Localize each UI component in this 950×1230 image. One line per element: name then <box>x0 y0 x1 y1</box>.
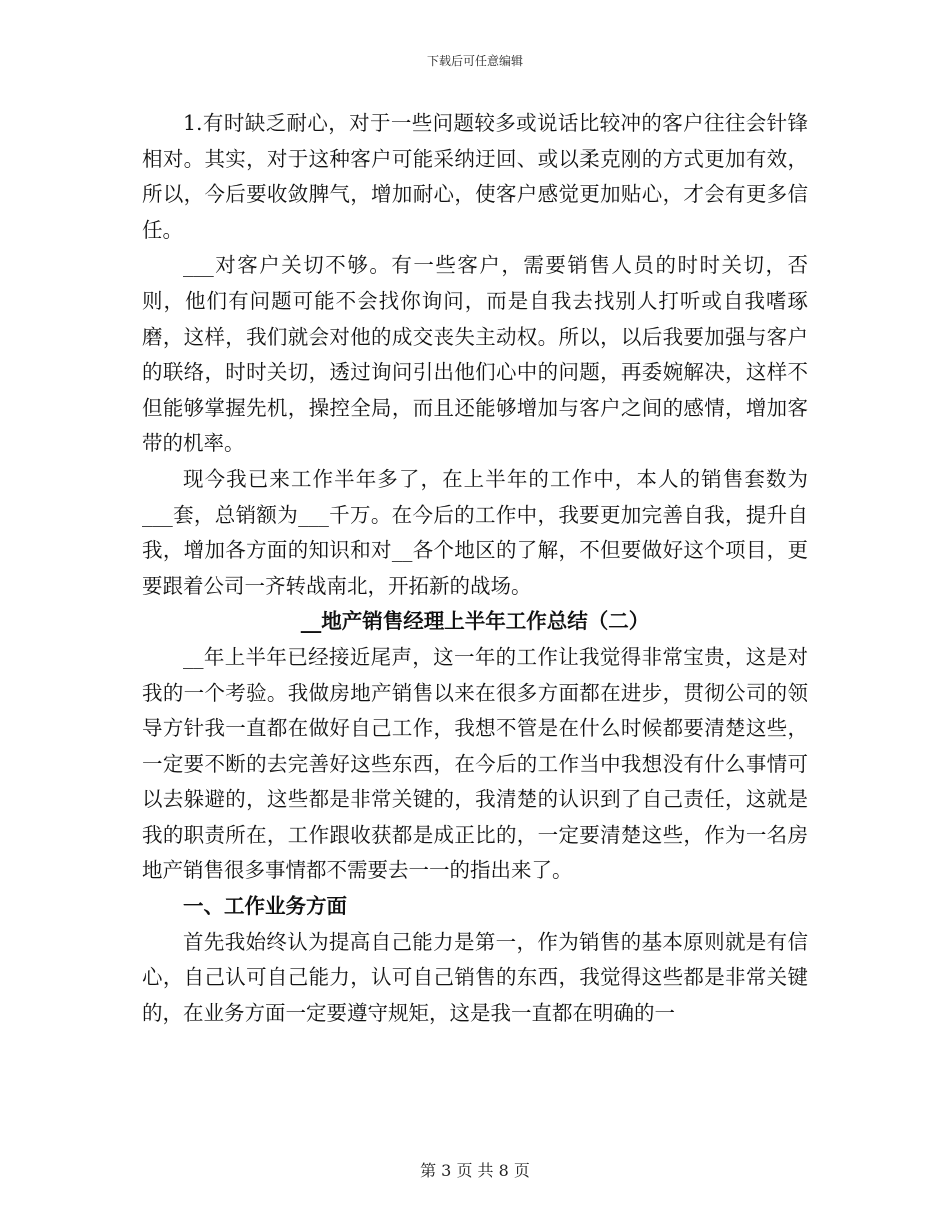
paragraph-4: __年上半年已经接近尾声，这一年的工作让我觉得非常宝贵，这是对我的一个考验。我做房地产销售以来在很多方面都在进步，贯彻公司的领导方针我一直都在做好自己工作，我想不管是在什么时候都要清楚这些，一定要不断的去完善好这些东西，在今后的工作当中我想没有什么事情可以去躲避的，这些都是非常关键的，我清楚的认识到了自己责任，这就是我的职责所在，工作跟收获都是成正比的，一定要清楚这些，作为一名房地产销售很多事情都不需要去一一的指出来了。 <box>142 644 808 883</box>
document-body <box>142 106 808 1031</box>
subsection-heading: 一、工作业务方面 <box>183 894 347 919</box>
paragraph-3: 现今我已来工作半年多了，在上半年的工作中，本人的销售套数为___套，总销额为___千万。在今后的工作中，我要更加完善自我，提升自我，增加各方面的知识和对__各个地区的了解，不但要做好这个项目，更要跟着公司一齐转战南北，开拓新的战场。 <box>142 466 808 598</box>
paragraph-2: ___对客户关切不够。有一些客户，需要销售人员的时时关切，否则，他们有问题可能不会找你询问，而是自我去找别人打听或自我嗜琢磨，这样，我们就会对他的成交丧失主动权。所以，以后我要加强与客户的联络，时时关切，透过询问引出他们心中的问题，再委婉解决，这样不但能够掌握先机，操控全局，而且还能够增加与客户之间的感情，增加客带的机率。 <box>142 253 808 456</box>
section-title: __地产销售经理上半年工作总结（二） <box>300 609 650 634</box>
page-header: 下载后可任意编辑 <box>426 54 523 68</box>
paragraph-5: 首先我始终认为提高自己能力是第一，作为销售的基本原则就是有信心，自己认可自己能力，认可自己销售的东西，我觉得这些都是非常关键的，在业务方面一定要遵守规矩，这是我一直都在明确的一 <box>142 929 808 1025</box>
paragraph-1: 1.有时缺乏耐心，对于一些问题较多或说话比较冲的客户往往会针锋相对。其实，对于这种客户可能采纳迂回、或以柔克刚的方式更加有效，所以，今后要收敛脾气，增加耐心，使客户感觉更加贴心，才会有更多信任。 <box>142 111 808 242</box>
page-footer: 第 3 页 共 8 页 <box>420 1161 530 1180</box>
